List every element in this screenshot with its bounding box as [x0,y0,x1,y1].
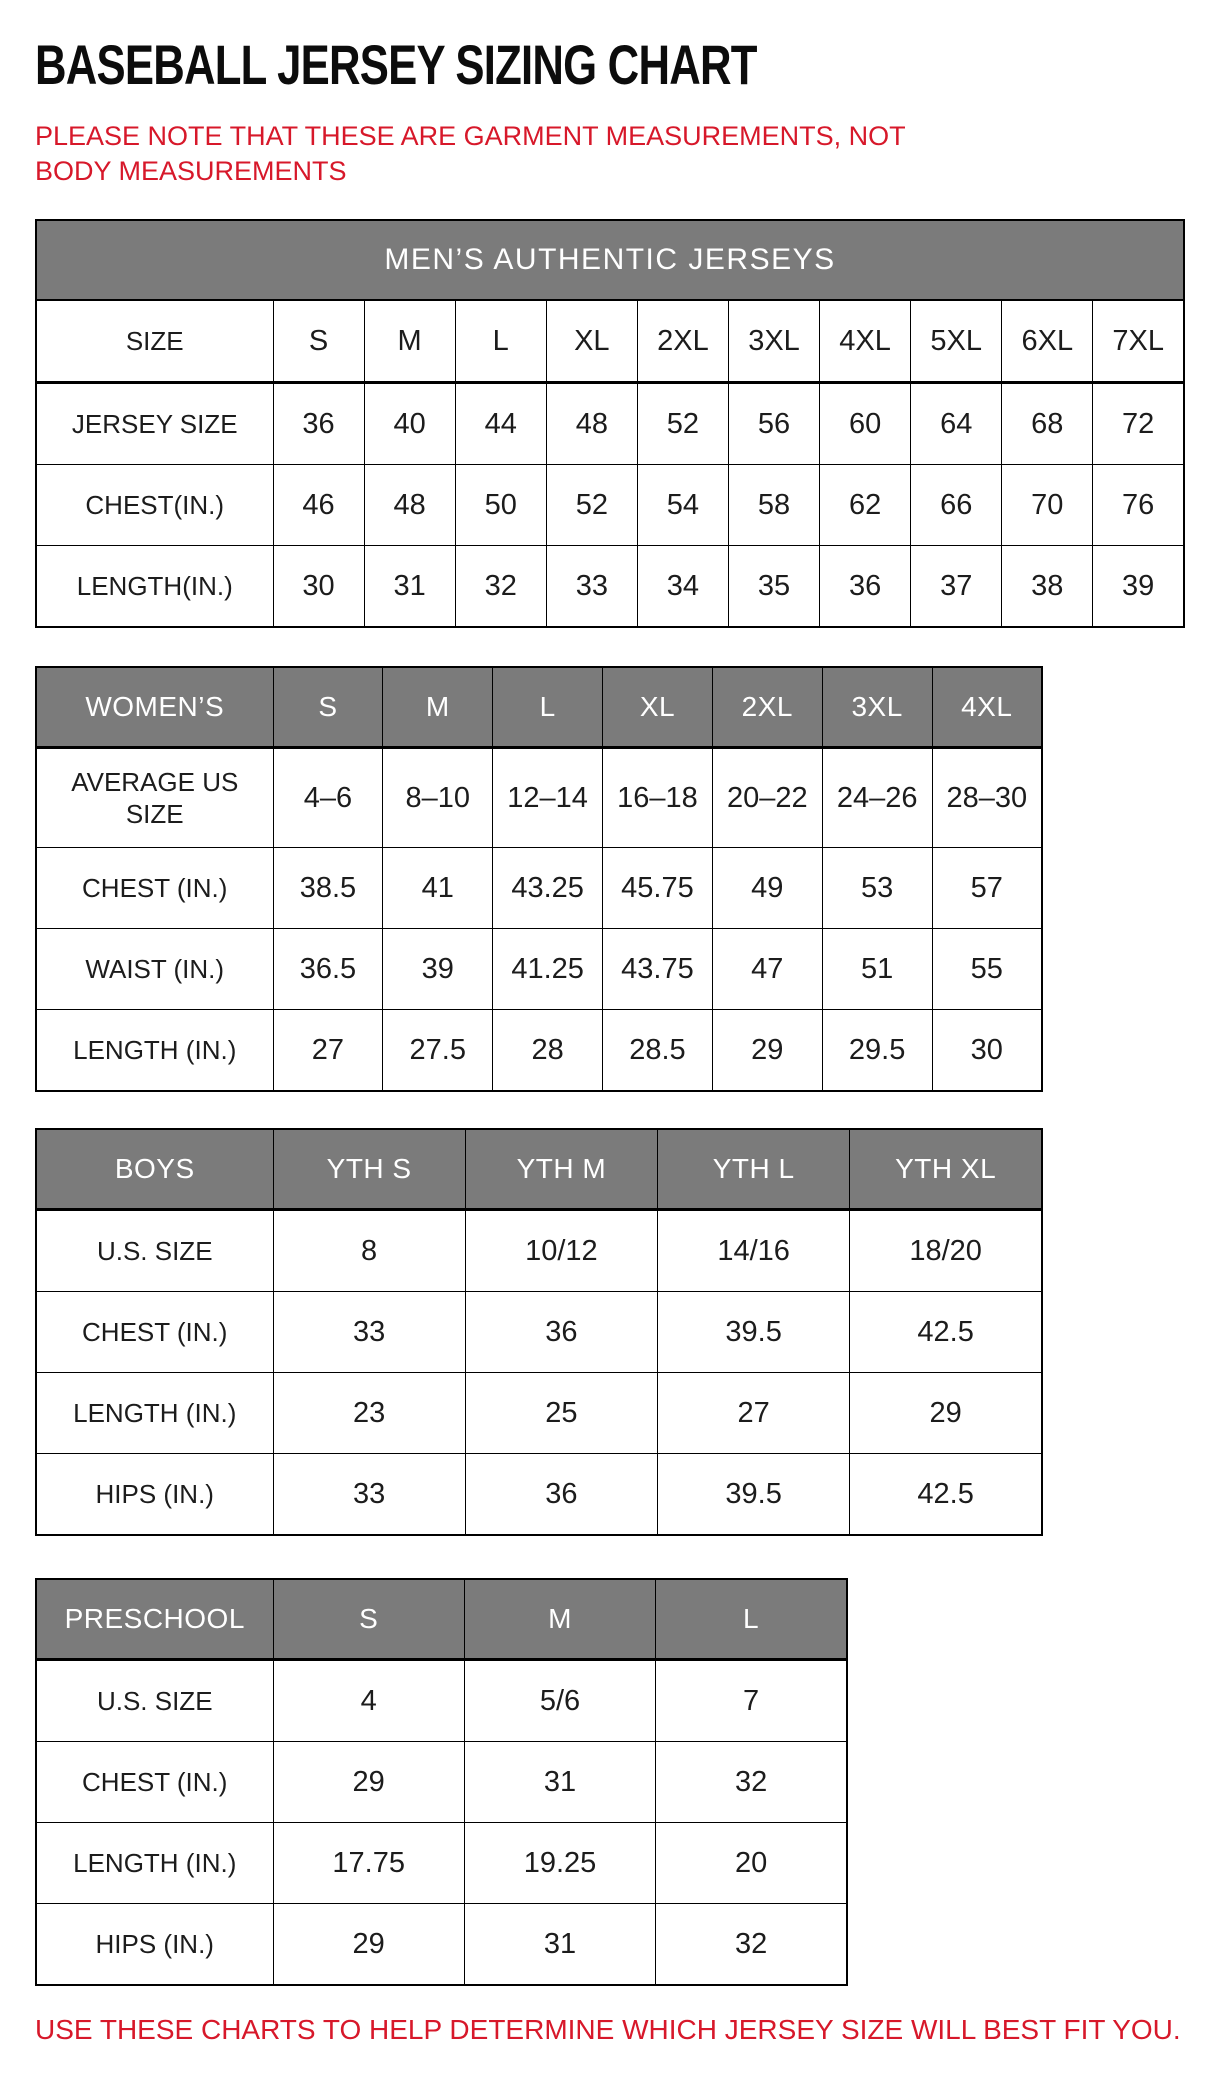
value-cell: 29 [712,1010,822,1092]
value-cell: 14/16 [658,1210,850,1292]
value-cell: 41.25 [493,929,603,1010]
row-label: JERSEY SIZE [36,383,273,465]
value-cell: 10/12 [465,1210,657,1292]
womens-column-header: M [383,667,493,748]
value-cell: 54 [637,465,728,546]
row-label: LENGTH (IN.) [36,1373,273,1454]
value-cell: 41 [383,848,493,929]
value-cell: 29 [273,1904,464,1986]
value-cell: 39 [383,929,493,1010]
value-cell: 39.5 [658,1292,850,1373]
row-label: CHEST (IN.) [36,1292,273,1373]
value-cell: 36 [273,383,364,465]
row-label: HIPS (IN.) [36,1454,273,1536]
value-cell: 30 [932,1010,1042,1092]
value-cell: 36 [465,1454,657,1536]
value-cell: 32 [656,1742,847,1823]
value-cell: 17.75 [273,1823,464,1904]
value-cell: 12–14 [493,748,603,848]
value-cell: 35 [728,546,819,628]
value-cell: 48 [364,465,455,546]
value-cell: 19.25 [464,1823,655,1904]
value-cell: 8 [273,1210,465,1292]
value-cell: 5/6 [464,1660,655,1742]
value-cell: 72 [1093,383,1184,465]
page-title: BASEBALL JERSEY SIZING CHART [35,33,757,96]
value-cell: 20 [656,1823,847,1904]
mens-table-banner: MEN’S AUTHENTIC JERSEYS [36,220,1184,300]
value-cell: 32 [656,1904,847,1986]
value-cell: 52 [637,383,728,465]
value-cell: 45.75 [603,848,713,929]
value-cell: 70 [1002,465,1093,546]
value-cell: 31 [464,1742,655,1823]
value-cell: 32 [455,546,546,628]
footer-text: USE THESE CHARTS TO HELP DETERMINE WHICH JERSEY SIZE WILL BEST FIT YOU. [35,2014,1181,2046]
row-label: CHEST(IN.) [36,465,273,546]
value-cell: 40 [364,383,455,465]
row-label: LENGTH (IN.) [36,1823,273,1904]
value-cell: 4 [273,1660,464,1742]
value-cell: 58 [728,465,819,546]
value-cell: 2XL [637,300,728,383]
value-cell: 42.5 [850,1454,1042,1536]
value-cell: 27 [273,1010,383,1092]
value-cell: 25 [465,1373,657,1454]
value-cell: 43.25 [493,848,603,929]
value-cell: 28 [493,1010,603,1092]
value-cell: 76 [1093,465,1184,546]
preschool-column-header: S [273,1579,464,1660]
value-cell: 36 [465,1292,657,1373]
value-cell: 16–18 [603,748,713,848]
boys-column-header: YTH L [658,1129,850,1210]
value-cell: 52 [546,465,637,546]
womens-column-header: 2XL [712,667,822,748]
row-label: CHEST (IN.) [36,1742,273,1823]
value-cell: 29.5 [822,1010,932,1092]
womens-header-label: WOMEN’S [36,667,273,748]
value-cell: 44 [455,383,546,465]
value-cell: 28.5 [603,1010,713,1092]
value-cell: L [455,300,546,383]
preschool-sizing-table [35,1578,848,1986]
row-label: AVERAGE US SIZE [36,748,273,848]
row-label: SIZE [36,300,273,383]
womens-sizing-table [35,666,1043,1092]
value-cell: M [364,300,455,383]
value-cell: 31 [464,1904,655,1986]
value-cell: 55 [932,929,1042,1010]
value-cell: 50 [455,465,546,546]
row-label: LENGTH (IN.) [36,1010,273,1092]
womens-column-header: 3XL [822,667,932,748]
value-cell: 66 [911,465,1002,546]
value-cell: 48 [546,383,637,465]
value-cell: 5XL [911,300,1002,383]
value-cell: 29 [273,1742,464,1823]
value-cell: S [273,300,364,383]
value-cell: 20–22 [712,748,822,848]
value-cell: 36.5 [273,929,383,1010]
value-cell: 39.5 [658,1454,850,1536]
value-cell: 7XL [1093,300,1184,383]
value-cell: 43.75 [603,929,713,1010]
value-cell: 42.5 [850,1292,1042,1373]
value-cell: 47 [712,929,822,1010]
value-cell: 27.5 [383,1010,493,1092]
value-cell: 62 [820,465,911,546]
row-label: LENGTH(IN.) [36,546,273,628]
value-cell: 4XL [820,300,911,383]
womens-column-header: 4XL [932,667,1042,748]
value-cell: 33 [273,1454,465,1536]
value-cell: 31 [364,546,455,628]
value-cell: 37 [911,546,1002,628]
value-cell: 29 [850,1373,1042,1454]
value-cell: 33 [273,1292,465,1373]
womens-column-header: S [273,667,383,748]
value-cell: 24–26 [822,748,932,848]
row-label: U.S. SIZE [36,1660,273,1742]
value-cell: 68 [1002,383,1093,465]
row-label: HIPS (IN.) [36,1904,273,1986]
value-cell: XL [546,300,637,383]
row-label: WAIST (IN.) [36,929,273,1010]
value-cell: 57 [932,848,1042,929]
value-cell: 33 [546,546,637,628]
row-label: U.S. SIZE [36,1210,273,1292]
row-label: CHEST (IN.) [36,848,273,929]
womens-column-header: XL [603,667,713,748]
preschool-column-header: M [464,1579,655,1660]
value-cell: 53 [822,848,932,929]
value-cell: 23 [273,1373,465,1454]
value-cell: 36 [820,546,911,628]
value-cell: 30 [273,546,364,628]
value-cell: 49 [712,848,822,929]
value-cell: 28–30 [932,748,1042,848]
value-cell: 4–6 [273,748,383,848]
value-cell: 56 [728,383,819,465]
preschool-header-label: PRESCHOOL [36,1579,273,1660]
value-cell: 51 [822,929,932,1010]
garment-measurements-note: PLEASE NOTE THAT THESE ARE GARMENT MEASUREMENTS, NOT BODY MEASUREMENTS [35,121,906,187]
boys-column-header: YTH M [465,1129,657,1210]
womens-column-header: L [493,667,603,748]
boys-header-label: BOYS [36,1129,273,1210]
value-cell: 34 [637,546,728,628]
value-cell: 46 [273,465,364,546]
mens-sizing-table [35,219,1185,628]
boys-sizing-table [35,1128,1043,1536]
value-cell: 38.5 [273,848,383,929]
value-cell: 27 [658,1373,850,1454]
value-cell: 60 [820,383,911,465]
value-cell: 64 [911,383,1002,465]
preschool-column-header: L [656,1579,847,1660]
value-cell: 7 [656,1660,847,1742]
value-cell: 18/20 [850,1210,1042,1292]
value-cell: 8–10 [383,748,493,848]
value-cell: 3XL [728,300,819,383]
boys-column-header: YTH S [273,1129,465,1210]
value-cell: 39 [1093,546,1184,628]
value-cell: 38 [1002,546,1093,628]
boys-column-header: YTH XL [850,1129,1042,1210]
value-cell: 6XL [1002,300,1093,383]
